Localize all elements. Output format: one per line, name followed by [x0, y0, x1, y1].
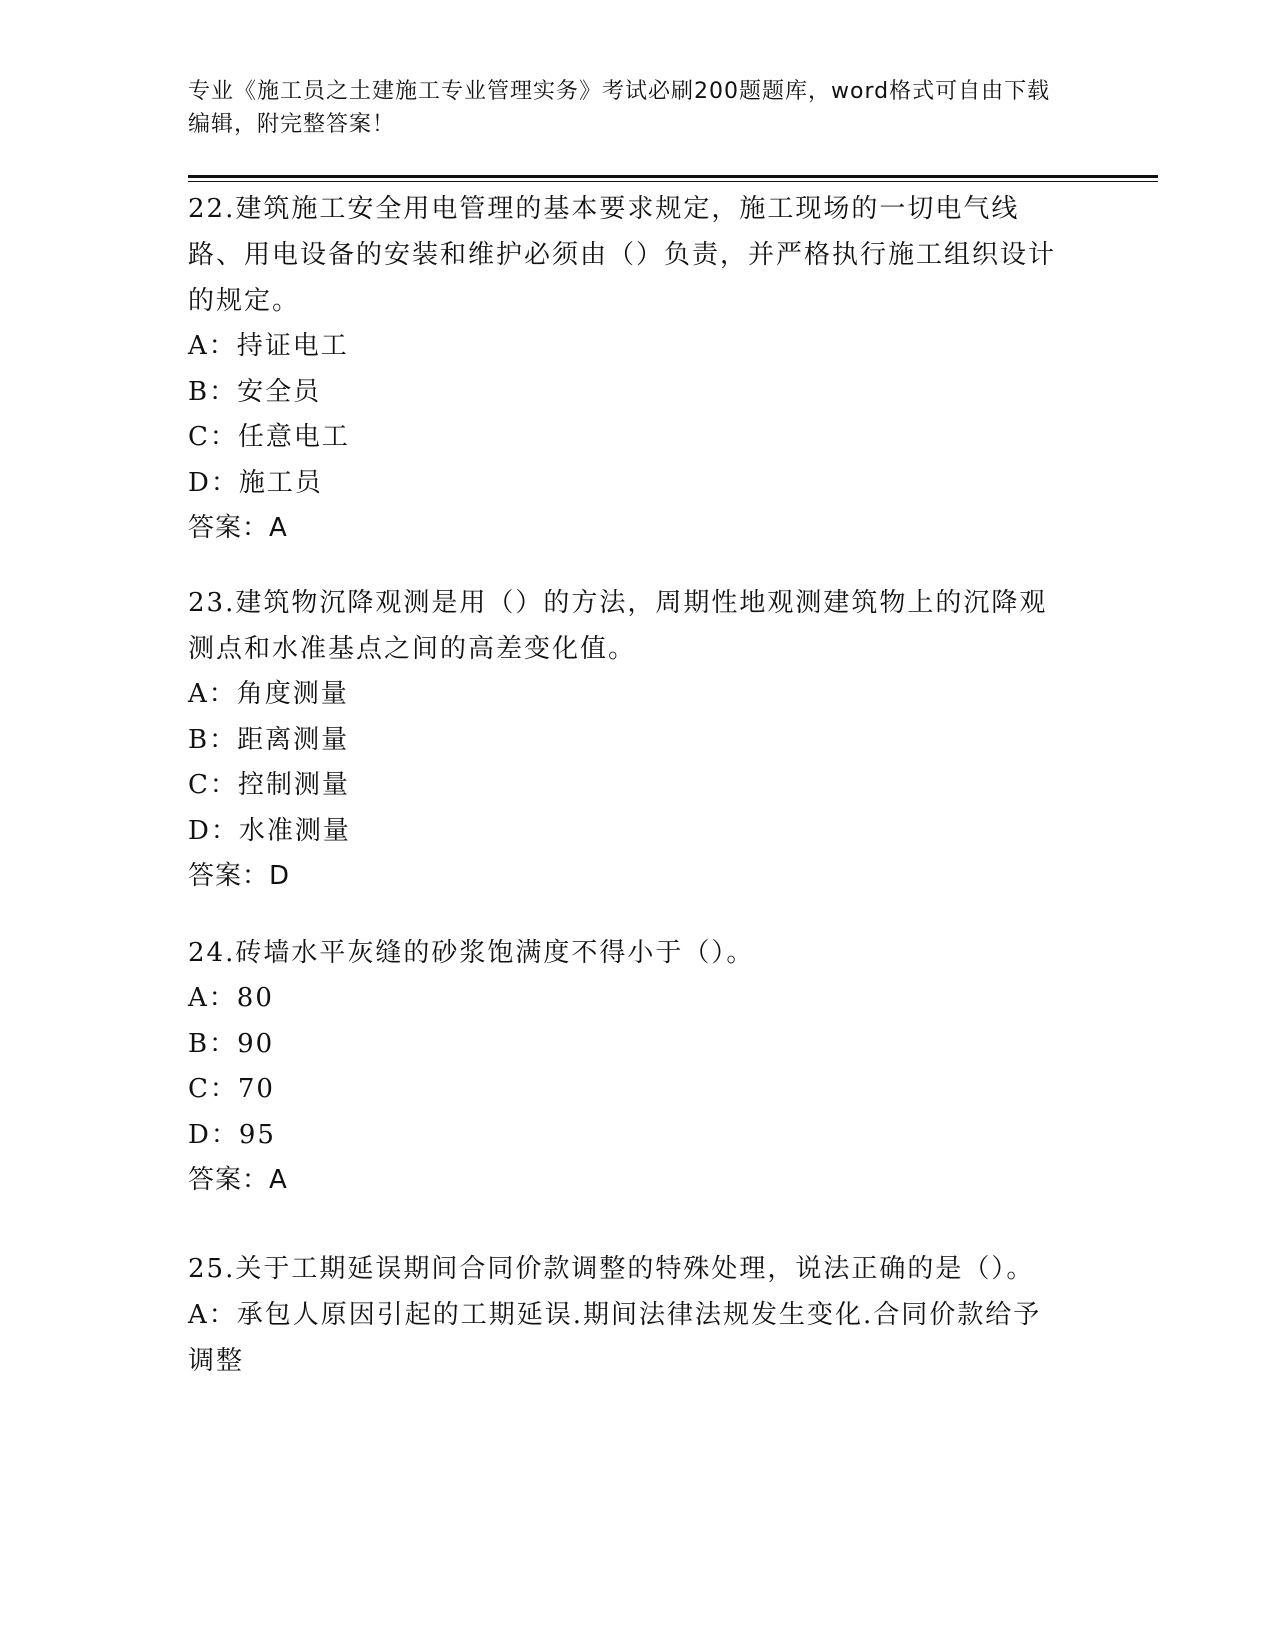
option-c: C：控制测量 [188, 770, 350, 800]
header-rule-thick [188, 175, 1158, 178]
option-a: A：角度测量 [188, 679, 349, 709]
option-d: D：施工员 [188, 467, 323, 498]
option-c: C：70 [188, 1074, 275, 1104]
question-stem: 22.建筑施工安全用电管理的基本要求规定，施工现场的一切电气线路、用电设备的安装和维护必须由（）负责，并严格执行施工组织设计的规定。 [188, 194, 1057, 316]
option-c: C：任意电工 [188, 422, 350, 452]
answer: 答案：D [188, 861, 291, 891]
question-25 [188, 1246, 1068, 1384]
option-b: B：距离测量 [188, 724, 350, 755]
option-d: D：水准测量 [188, 815, 351, 846]
option-b: B：安全员 [188, 376, 322, 407]
question-stem: 24.砖墙水平灰缝的砂浆饱满度不得小于（）。 [188, 938, 755, 968]
option-a: A：承包人原因引起的工期延误.期间法律法规发生变化.合同价款给予调整 [188, 1300, 1042, 1376]
question-23 [188, 580, 1068, 899]
answer: 答案：A [188, 513, 288, 543]
option-a: A：持证电工 [188, 331, 349, 361]
option-a: A：80 [188, 983, 274, 1013]
answer: 答案：A [188, 1165, 288, 1195]
header-rule-thin [188, 181, 1158, 182]
option-d: D：95 [188, 1119, 276, 1150]
question-24 [188, 930, 1068, 1203]
option-b: B：90 [188, 1028, 275, 1059]
page-header: 专业《施工员之土建施工专业管理实务》考试必刷200题题库，word格式可自由下载编辑，附完整答案！ [188, 79, 1051, 137]
question-22 [188, 186, 1068, 551]
question-stem: 25.关于工期延误期间合同价款调整的特殊处理，说法正确的是（）。 [188, 1254, 1035, 1284]
question-stem: 23.建筑物沉降观测是用（）的方法，周期性地观测建筑物上的沉降观测点和水准基点之间的高差变化值。 [188, 588, 1048, 664]
